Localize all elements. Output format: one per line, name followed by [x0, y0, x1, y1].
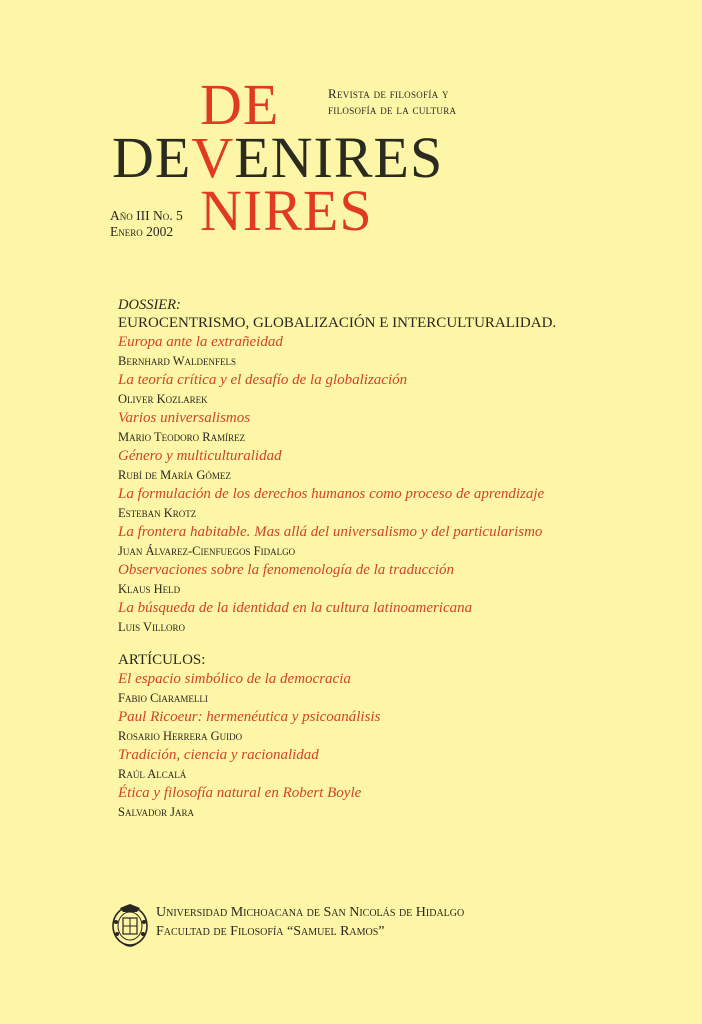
issue-date: Enero 2002 — [110, 224, 174, 239]
articulo-item-author: Rosario Herrera Guido — [118, 729, 243, 743]
tagline-line-2: filosofía de la cultura — [328, 102, 457, 117]
dossier-item-author: Mario Teodoro Ramírez — [118, 430, 246, 444]
publisher-faculty: Facultad de Filosofía “Samuel Ramos” — [156, 924, 385, 939]
dossier-item-author: Oliver Kozlarek — [118, 392, 208, 406]
dossier-item-author: Luis Villoro — [118, 620, 186, 634]
dossier-item-title: La frontera habitable. Mas allá del universalismo y del particularismo — [118, 524, 543, 540]
articulo-item-title: Paul Ricoeur: hermenéutica y psicoanálisis — [118, 709, 381, 725]
dossier-list — [118, 333, 688, 637]
dossier-item-author: Rubí de María Gómez — [118, 468, 231, 482]
logo-top-de: DE — [200, 72, 280, 137]
articulos-list — [118, 670, 688, 822]
issue-info — [110, 208, 183, 240]
logo-bottom-nires: NIRES — [200, 178, 373, 243]
university-seal-icon — [110, 902, 150, 948]
articulo-item-title: Ética y filosofía natural en Robert Boyle — [118, 785, 362, 801]
tagline-line-1: Revista de filosofía y — [328, 86, 449, 101]
dossier-heading: EUROCENTRISMO, GLOBALIZACIÓN E INTERCULTURALIDAD. — [118, 315, 557, 331]
dossier-item-title: La búsqueda de la identidad en la cultura latinoamericana — [118, 600, 473, 616]
dossier-item-title: Observaciones sobre la fenomenología de la traducción — [118, 562, 455, 578]
dossier-item-author: Bernhard Waldenfels — [118, 354, 237, 368]
logo-mid-red: V — [191, 125, 235, 190]
articulo-item-title: Tradición, ciencia y racionalidad — [118, 747, 319, 763]
dossier-item-author: Klaus Held — [118, 582, 181, 596]
issue-number: Año III No. 5 — [110, 208, 183, 223]
dossier-item-title: Europa ante la extrañeidad — [118, 334, 283, 350]
dossier-label: DOSSIER: — [118, 297, 181, 313]
journal-tagline — [328, 86, 456, 118]
dossier-item-author: Juan Álvarez-Cienfuegos Fidalgo — [118, 544, 296, 558]
publisher-university: Universidad Michoacana de San Nicolás de Hidalgo — [156, 905, 465, 920]
articulo-item-author: Fabio Ciaramelli — [118, 691, 208, 705]
dossier-item-author: Esteban Krotz — [118, 506, 197, 520]
articulo-item-author: Salvador Jara — [118, 805, 194, 819]
dossier-item-title: Varios universalismos — [118, 410, 251, 426]
section-spacer — [118, 637, 688, 651]
logo-mid-right: ENIRES — [234, 125, 444, 190]
articulos-heading: ARTÍCULOS: — [118, 652, 206, 668]
dossier-item-title: Género y multiculturalidad — [118, 448, 282, 464]
articulo-item-title: El espacio simbólico de la democracia — [118, 671, 351, 687]
logo-mid-left: DE — [112, 125, 192, 190]
articulo-item-author: Raúl Alcalá — [118, 767, 187, 781]
dossier-item-title: La teoría crítica y el desafío de la globalización — [118, 372, 408, 388]
table-of-contents — [118, 296, 688, 822]
publisher-info — [156, 903, 464, 941]
dossier-item-title: La formulación de los derechos humanos como proceso de aprendizaje — [118, 486, 545, 502]
